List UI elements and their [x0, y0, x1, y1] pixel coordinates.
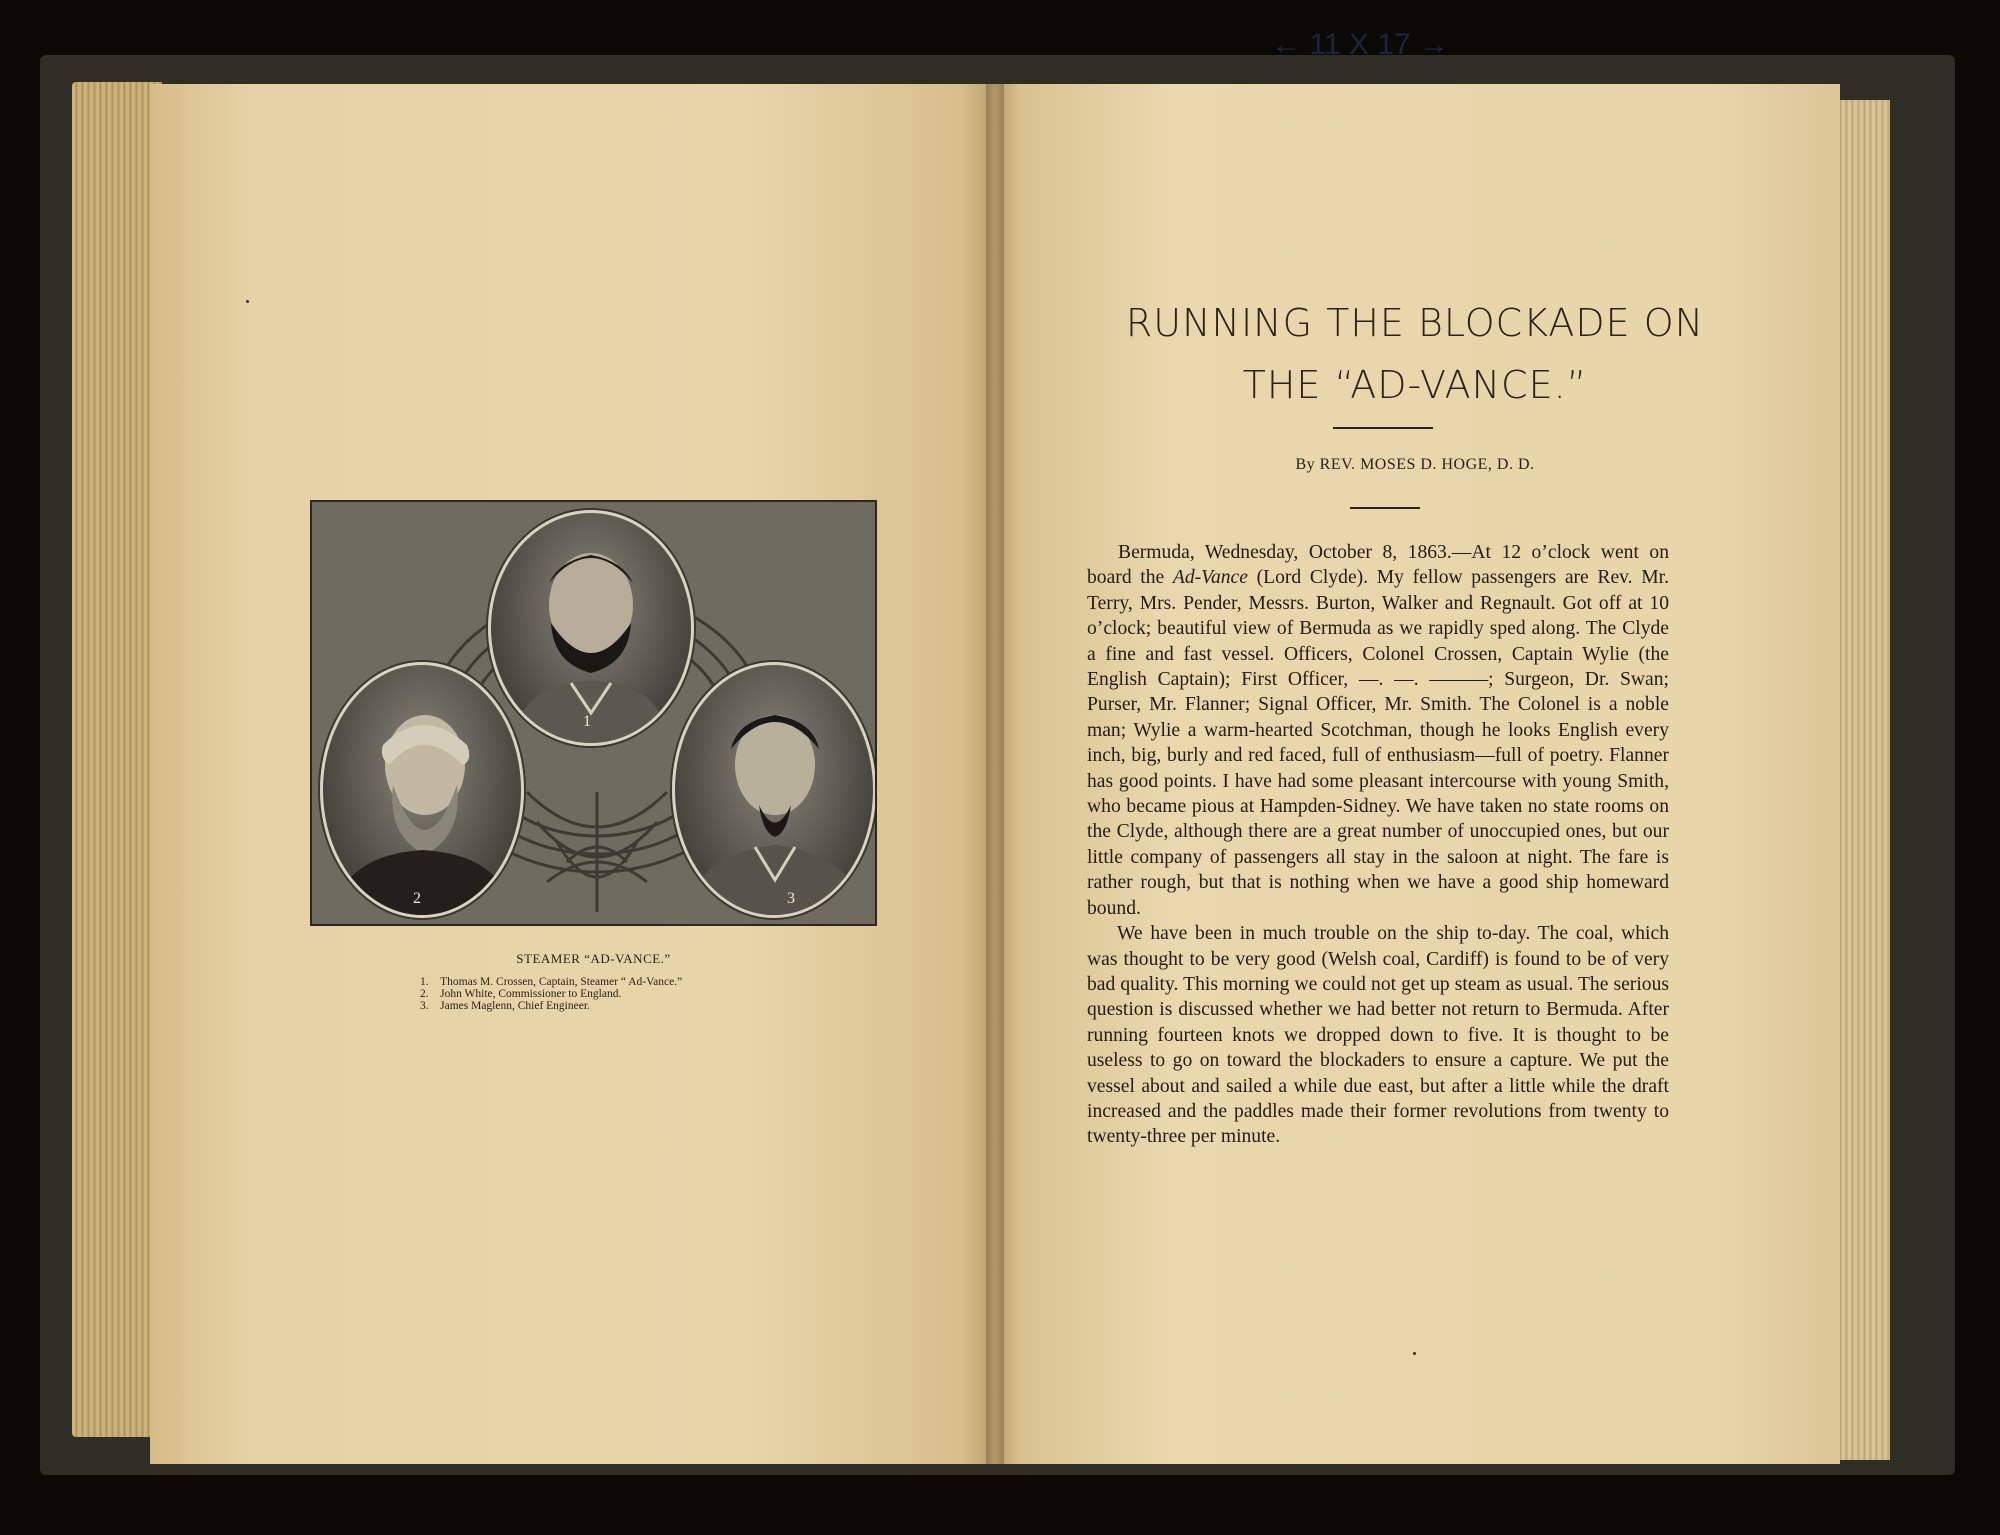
- ship-name: Ad-Vance: [1172, 567, 1248, 589]
- portrait-number-1: 1: [583, 713, 591, 730]
- portrait-number-3: 3: [787, 890, 795, 907]
- caption-item-number: 2.: [420, 988, 429, 1000]
- figure-caption-list: [420, 976, 682, 1012]
- article-title-line-1: RUNNING THE BLOCKADE ON: [1125, 301, 1705, 345]
- caption-item-text: John White, Commissioner to England.: [440, 988, 622, 1000]
- caption-item-number: 3.: [420, 1000, 429, 1012]
- portrait-2-figure: [323, 665, 521, 915]
- portrait-3-figure: [675, 665, 873, 915]
- article-title-line-2: THE “AD-VANCE.”: [1242, 363, 1588, 407]
- caption-item-text: Thomas M. Crossen, Captain, Steamer “ Ad-Vance.”: [440, 976, 683, 988]
- portrait-number-2: 2: [413, 890, 421, 907]
- figure-caption-title: STEAMER “AD-VANCE.”: [516, 951, 671, 966]
- page-edges-left: [72, 82, 162, 1437]
- article-title: [1050, 292, 1780, 416]
- paragraph-1: [1087, 540, 1669, 921]
- top-label: ← 11 X 17 →: [1271, 28, 1449, 61]
- caption-item: [420, 976, 682, 988]
- paper-speck: [1413, 1352, 1416, 1355]
- caption-item-number: 1.: [420, 976, 429, 988]
- byline: By REV. MOSES D. HOGE, D. D.: [1295, 456, 1535, 473]
- paragraph-1-start: Bermuda, Wednesday, October 8, 1863.—At 12 o’clock went on board the: [1087, 542, 1669, 589]
- portrait-plate: [310, 500, 877, 926]
- paragraph-1-rest: (Lord Clyde). My fellow passengers are Rev. Mr. Terry, Mrs. Pender, Messrs. Burton, Walker and Regnault. Got off at 10 o’clock; beautiful view of Bermuda as we rapidly sped along. The Clyde a fine and fast vessel. Officers, Colonel Crossen, Captain Wylie (the English Captain); First Officer, —. —. ———; Surgeon, Dr. Swan; Purser, Mr. Flanner; Signal Officer, Mr. Smith. The Colonel is a noble man; Wylie a warm-hearted Scotchman, though he looks English every inch, big, burly and red faced, full of enthusiasm—full of poetry. Flanner has good points. I have had some pleasant intercourse with young Smith, who became pious at Hampden-Sidney. We have taken no state rooms on the Clyde, although there are a great number of unoccupied ones, but our little company of passengers all stay in the saloon at night. The fare is rather rough, but that is nothing when we have a good ship homeward bound.: [1087, 567, 1669, 919]
- portrait-3: [672, 662, 876, 918]
- article-body: [1087, 540, 1669, 1150]
- portrait-1-figure: [491, 513, 691, 743]
- caption-item: [420, 988, 682, 1000]
- paper-speck: [246, 300, 249, 303]
- book-gutter: [986, 84, 1004, 1464]
- caption-item-text: James Maglenn, Chief Engineer.: [440, 1000, 590, 1012]
- caption-item: [420, 1000, 682, 1012]
- title-rule: [1333, 427, 1433, 429]
- portrait-2: [320, 662, 524, 918]
- paragraph-2: We have been in much trouble on the ship to-day. The coal, which was thought to be very good (Welsh coal, Cardiff) is found to be of very bad quality. This morning we could not get up steam as usual. The serious question is discussed whether we had better not return to Bermuda. After running fourteen knots we dropped down to five. It is thought to be useless to go on toward the blockaders to ensure a capture. We put the vessel about and sailed a while due east, but after a little while the draft increased and the paddles made their former revolutions from twenty to twenty-three per minute.: [1087, 923, 1669, 1148]
- byline-rule: [1350, 507, 1420, 509]
